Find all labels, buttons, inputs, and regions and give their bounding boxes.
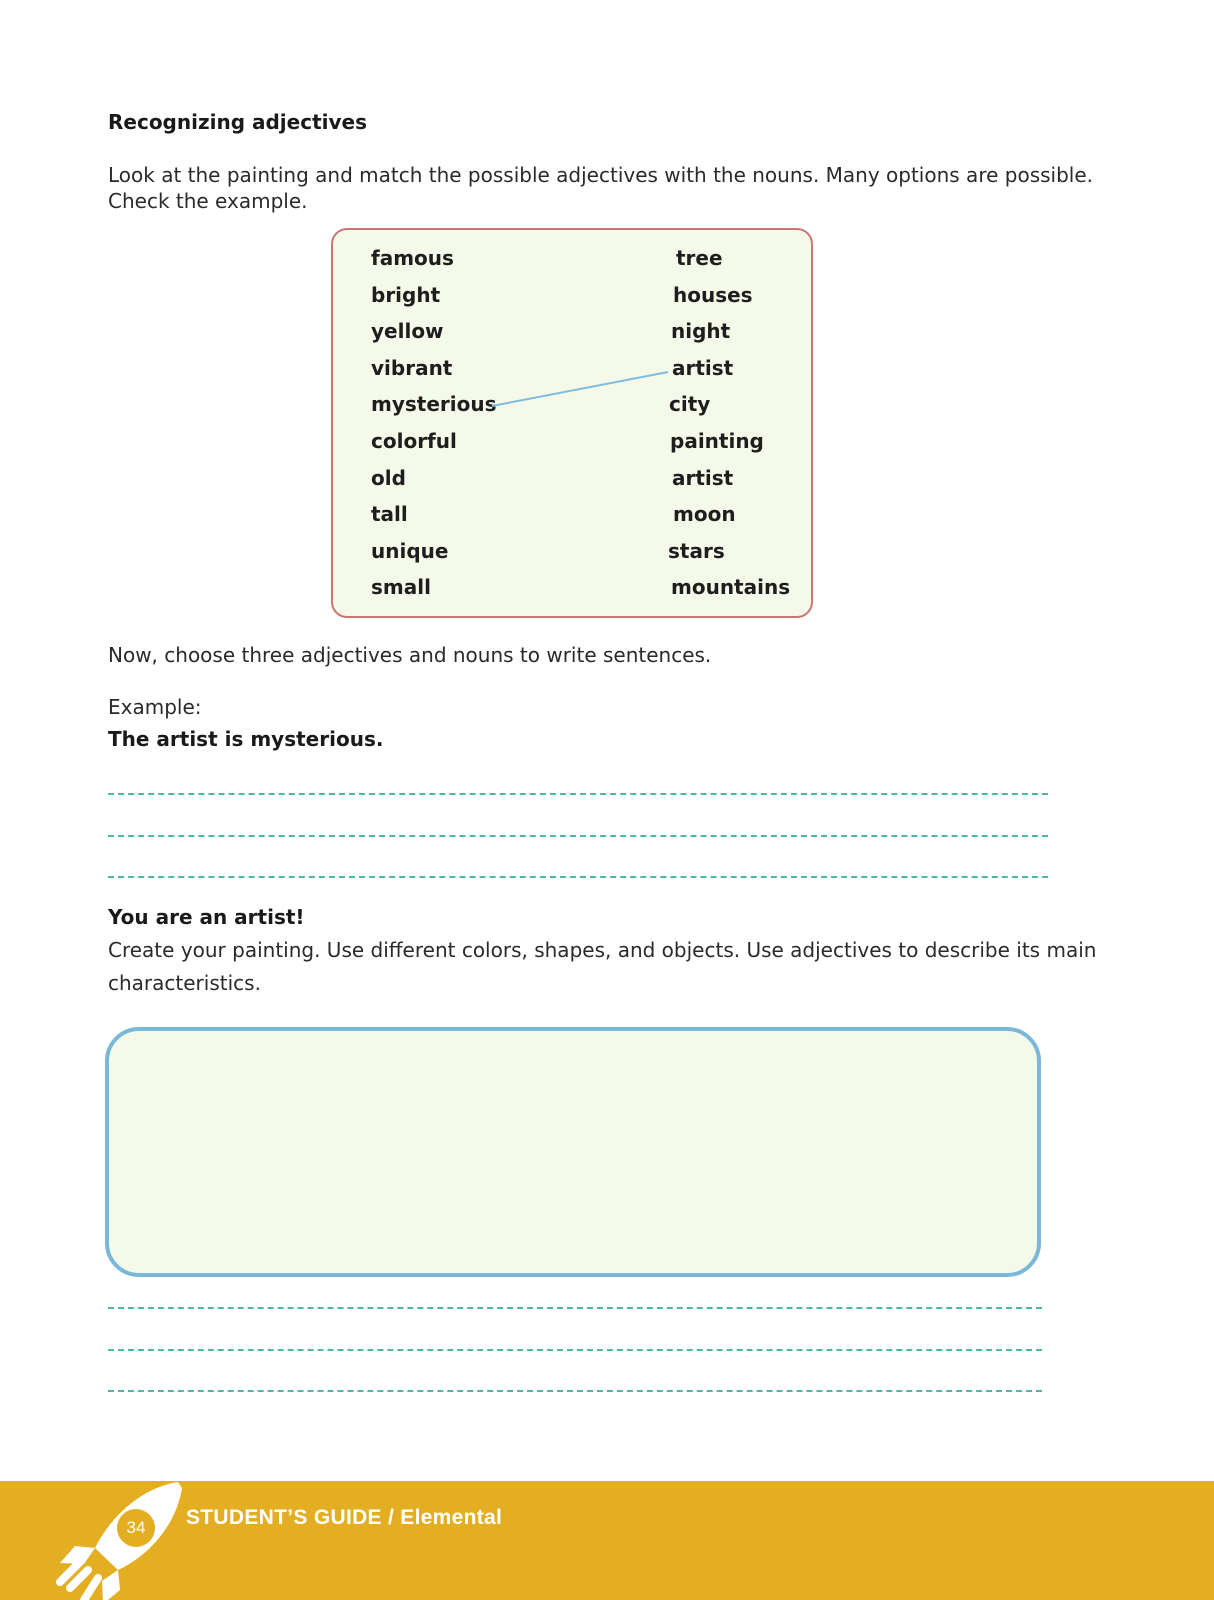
example-match-line — [492, 372, 668, 406]
writing-line-6[interactable] — [108, 1390, 1042, 1392]
noun-item[interactable]: artist — [672, 355, 734, 380]
adjective-item[interactable]: small — [371, 575, 431, 600]
painting-drawing-area[interactable] — [105, 1027, 1041, 1277]
example-sentence: The artist is mysterious. — [108, 727, 384, 751]
adjective-item[interactable]: tall — [371, 502, 408, 527]
page-number: 34 — [117, 1509, 155, 1547]
section-title-you-are-an-artist: You are an artist! — [108, 905, 305, 929]
sentences-prompt: Now, choose three adjectives and nouns to write sentences. — [108, 643, 712, 667]
writing-line-4[interactable] — [108, 1307, 1042, 1309]
noun-item[interactable]: city — [669, 392, 711, 417]
instructions-line-1: Look at the painting and match the possible adjectives with the nouns. Many options are possible. — [108, 163, 1093, 187]
rocket-icon — [40, 1478, 190, 1600]
painting-instructions-line-2: characteristics. — [108, 971, 261, 995]
adjective-item[interactable]: famous — [371, 246, 454, 270]
noun-item[interactable]: stars — [668, 538, 725, 563]
adjective-item[interactable]: colorful — [371, 429, 457, 453]
writing-line-5[interactable] — [108, 1349, 1042, 1351]
noun-item[interactable]: night — [671, 319, 731, 344]
footer-level-label: / Elemental — [381, 1506, 503, 1529]
example-label: Example: — [108, 695, 202, 719]
adjective-item[interactable]: old — [371, 465, 406, 490]
adjective-item[interactable]: yellow — [371, 319, 444, 344]
adjective-item[interactable]: unique — [371, 538, 449, 563]
noun-item[interactable]: artist — [672, 465, 734, 490]
noun-item[interactable]: mountains — [671, 575, 791, 600]
writing-line-1[interactable] — [108, 793, 1048, 795]
writing-line-2[interactable] — [108, 835, 1048, 837]
section-title-recognizing-adjectives: Recognizing adjectives — [108, 110, 367, 134]
adjective-item[interactable]: bright — [371, 282, 441, 307]
noun-item[interactable]: houses — [673, 282, 753, 307]
writing-line-3[interactable] — [108, 876, 1048, 878]
footer-guide-label: STUDENT’S GUIDE — [186, 1506, 382, 1529]
noun-item[interactable]: tree — [676, 246, 723, 270]
noun-item[interactable]: moon — [673, 502, 736, 527]
noun-item[interactable]: painting — [670, 429, 764, 453]
example-match-line-layer — [0, 0, 1214, 700]
adjective-item[interactable]: vibrant — [371, 355, 453, 380]
painting-instructions-line-1: Create your painting. Use different colors, shapes, and objects. Use adjectives to describe its main — [108, 938, 1097, 962]
footer-guide-title — [186, 1506, 502, 1530]
instructions-line-2: Check the example. — [108, 189, 308, 213]
adjective-item[interactable]: mysterious — [371, 392, 497, 417]
